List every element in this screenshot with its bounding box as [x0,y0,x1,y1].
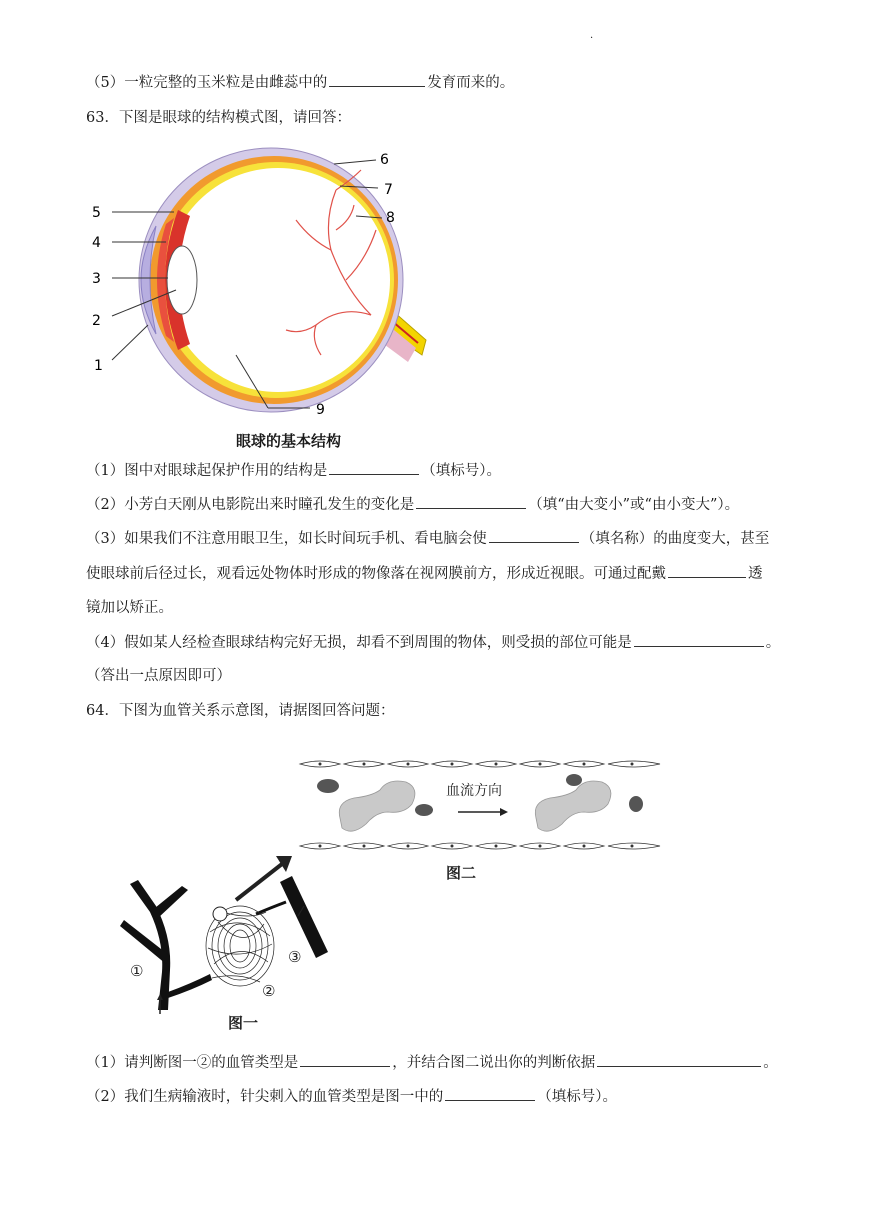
eye-label-2: 2 [92,313,101,329]
q63-s4-blank[interactable] [634,632,764,647]
q64-s1-blank2[interactable] [597,1052,761,1067]
eye-label-8: 8 [386,210,395,226]
q62-5-blank[interactable] [329,72,425,87]
header-dot: . [590,30,594,41]
fig2-caption: 图二 [446,864,477,882]
eye-label-1: 1 [94,358,103,374]
q63-s3-blank1[interactable] [489,528,579,543]
q63-s3-blank2[interactable] [668,563,746,578]
eye-diagram [86,140,446,430]
eye-label-4: 4 [92,235,101,251]
eye-caption: 眼球的基本结构 [236,432,342,450]
q62-5-line [86,72,514,93]
blood-flow-label: 血流方向 [446,783,502,799]
q63-s2-blank[interactable] [416,494,526,509]
marker-2: ② [262,982,276,1000]
q62-5-text-end: 发育而来的。 [427,75,515,91]
q62-5-text: （5）一粒完整的玉米粒是由雌蕊中的 [86,75,328,91]
fig1-caption: 图一 [228,1014,259,1032]
vessel-diagram [110,852,340,1032]
q63-s4b: （答出一点原因即可） [86,668,231,684]
q63-s1-blank[interactable] [329,460,419,475]
marker-3: ③ [288,948,302,966]
q63-s2: （2）小芳白天刚从电影院出来时瞳孔发生的变化是 （填“由大变小”或“由小变大”）。 [86,494,739,515]
q63-s3c: 镜加以矫正。 [86,600,173,616]
eye-label-7: 7 [384,182,393,198]
q63-s3a: （3）如果我们不注意用眼卫生，如长时间玩手机、看电脑会使 （填名称）的曲度变大，甚至 [86,528,769,549]
q63-s4a: （4）假如某人经检查眼球结构完好无损，却看不到周围的物体，则受损的部位可能是 。 [86,632,780,653]
q64-s2: （2）我们生病输液时，针尖刺入的血管类型是图一中的 （填标号）。 [86,1086,617,1107]
eye-label-3: 3 [92,271,101,287]
q64-s1: （1）请判断图一②的血管类型是 ，并结合图二说出你的判断依据 。 [86,1052,778,1073]
eye-label-9: 9 [316,402,325,418]
capillary-diagram [296,752,668,886]
q64-s1-blank1[interactable] [300,1052,390,1067]
eye-label-5: 5 [92,205,101,221]
q64-title: 64．下图为血管关系示意图，请据图回答问题： [86,703,395,719]
q63-s1: （1）图中对眼球起保护作用的结构是 （填标号）。 [86,460,501,481]
marker-1: ① [130,962,144,980]
q64-s2-blank[interactable] [445,1086,535,1101]
q63-title: 63．下图是眼球的结构模式图，请回答： [86,110,351,126]
q63-s3b: 使眼球前后径过长，观看远处物体时形成的物像落在视网膜前方，形成近视眼。可通过配戴 透 [86,563,763,584]
eye-label-6: 6 [380,152,389,168]
